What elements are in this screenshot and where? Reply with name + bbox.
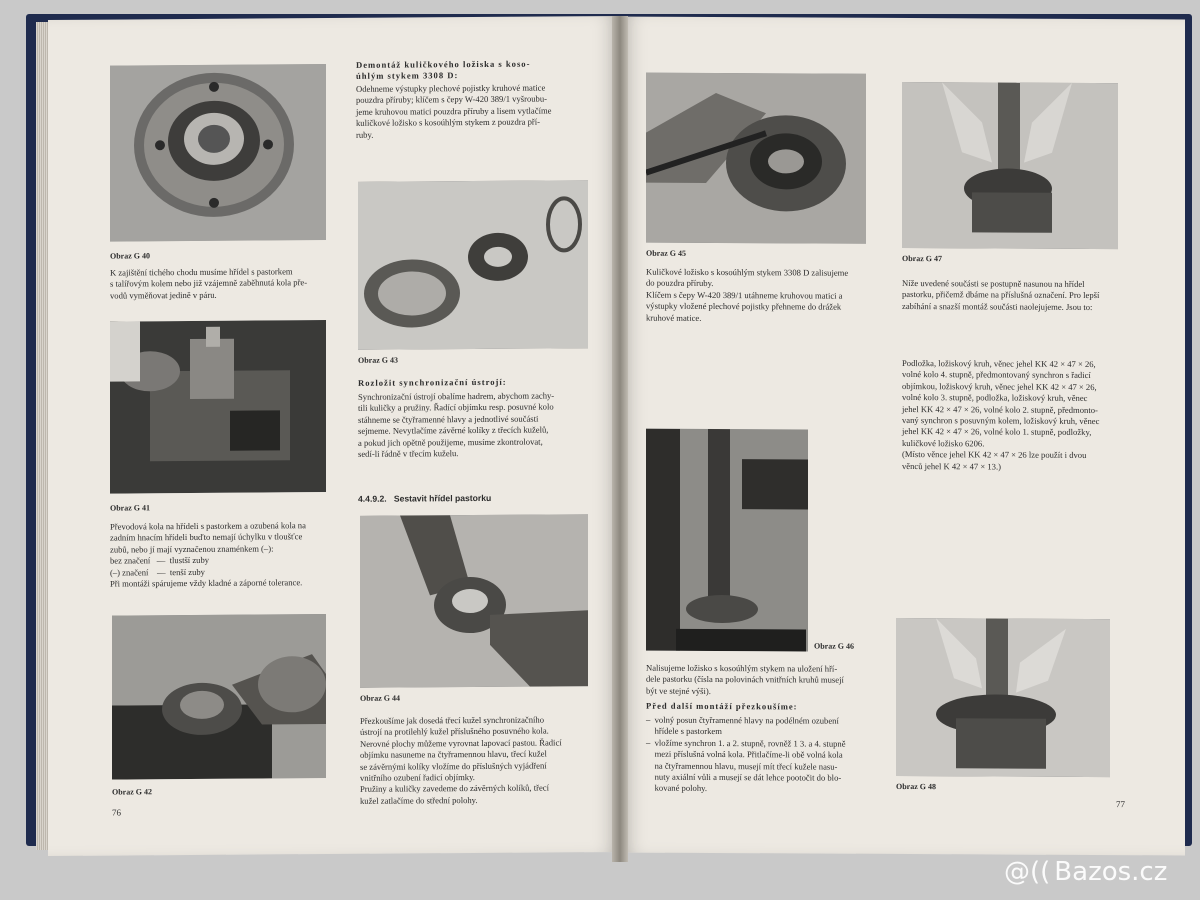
figure-g41 bbox=[110, 320, 326, 494]
page-edges bbox=[36, 22, 48, 850]
text-assembly-intro: Níže uvedené součásti se postupně nasunou na hřídel pastorku, přičemž dbáme na příslušná označení. Pro lepší zabíhání a snazší montáž součásti naolejujeme. Jsou to: bbox=[902, 277, 1100, 312]
text-pre-check-list: – volný posun čtyřramenné hlavy na podélném ozubení hřídele s pastorkem – vložíme synchron 1. a 2. stupně, rovněž 1 3. a 4. stupně mezi příslušná volná kola. Přitlačíme-li obě volná kola na čtyřramennou hlavu, musejí mít třecí kužele nasu- nuty axiální vůli a musejí se dát lehce pootočit do blo- kované polohy. bbox=[646, 714, 846, 794]
figure-g48 bbox=[896, 618, 1110, 777]
caption-g48: Obraz G 48 bbox=[896, 781, 936, 792]
text-bearing-fit: Nalisujeme ložisko s kosoúhlým stykem na uložení hří- dele pastorku (čísla na polovinách vnitřních kruhů musejí být ve stejné výši). bbox=[646, 662, 844, 696]
text-friction-cone: Přezkoušíme jak dosedá třecí kužel synchronizačního ústrojí na protilehlý kužel příslušného posuvného kola. Nerovné plochy můžeme vyrovnat lapovací pastou. Řadicí objímku nasuneme na čtyřramennou hlavu, třecí kužel se závěrnými kolíky vložíme do příslušných vyjádření vnitřního ozubení řadicí objímky. Pružiny a kuličky zavedeme do závěrných kolíků, třecí kužel zatlačíme do střední polohy. bbox=[360, 714, 562, 806]
caption-g44: Obraz G 44 bbox=[360, 693, 400, 703]
figure-g43 bbox=[358, 180, 588, 350]
figure-g40 bbox=[110, 64, 326, 242]
heading-pre-check: Před další montáží přezkoušíme: bbox=[646, 700, 798, 712]
caption-g40: Obraz G 40 bbox=[110, 251, 150, 261]
heading-synchro-disassembly: Rozložit synchronizační ústrojí: bbox=[358, 376, 507, 388]
figure-g42 bbox=[112, 614, 326, 779]
text-bearing-press: Kuličkové ložisko s kosoúhlým stykem 3308 D zalisujeme do pouzdra příruby. Klíčem s čepy W-420 389/1 utáhneme kruhovou matici a výstupky vložené plechové pojistky přehneme do drážek kruhové matice. bbox=[646, 266, 849, 323]
text-bearing-removal: Odehneme výstupky plechové pojistky kruhové matice pouzdra příruby; klíčem s čepy W-420 389/1 vyšroubu- jeme kruhovou matici pouzdra příruby a lisem vytlačíme kuličkové ložisko s kosoúhlým stykem z pouzdra pří- ruby. bbox=[356, 82, 552, 140]
page-number-right: 77 bbox=[1116, 799, 1125, 810]
text-gear-pairing: K zajištění tichého chodu musíme hřídel s pastorkem s talířovým kolem nebo již vzájemně zaběhnutá kola pře- vodů vyměňovat jedině v páru. bbox=[110, 266, 308, 301]
left-page bbox=[48, 16, 620, 856]
caption-g42: Obraz G 42 bbox=[112, 787, 152, 797]
heading-bearing-removal: Demontáž kuličkového ložiska s koso- úhlým stykem 3308 D: bbox=[356, 58, 531, 82]
watermark-text: Bazos.cz bbox=[1054, 857, 1168, 887]
caption-g47: Obraz G 47 bbox=[902, 253, 942, 264]
right-page bbox=[620, 17, 1185, 856]
text-parts-list: Podložka, ložiskový kruh, věnec jehel KK 42 × 47 × 26, volné kolo 4. stupně, předmontovaný synchron s řadicí objímkou, ložiskový kruh, věnec jehel KK 42 × 47 × 26, volné kolo 3. stupně, podložka, ložiskový kruh, věnec jehel KK 42 × 47 × 26, volné kolo 2. stupně, předmonto- vaný synchron s posuvným kolem, ložiskový kruh, věnec jehel KK 42 × 47 × 26, volné kolo 1. stupně, podložky, kuličkové ložisko 6206. (Místo věnce jehel KK 42 × 47 × 26 lze použít i dvou věnců jehel K 42 × 47 × 13.) bbox=[902, 357, 1100, 472]
book-gutter bbox=[612, 16, 628, 862]
caption-g41: Obraz G 41 bbox=[110, 503, 150, 513]
text-tooth-tolerance: Převodová kola na hřídeli s pastorkem a ozubená kola na zadním hnacím hřídeli buďto nemají úchylku v tloušťce zubů, nebo jí mají vyznačenou znaménkem (–): bez značení — tlustší zuby (–) značení — tenší zuby Při montáži spárujeme vždy kladné a záporné tolerance. bbox=[110, 520, 306, 589]
figure-g44 bbox=[360, 514, 588, 688]
caption-g43: Obraz G 43 bbox=[358, 355, 398, 365]
watermark bbox=[1004, 852, 1194, 892]
caption-g46: Obraz G 46 bbox=[814, 641, 854, 651]
bazos-logo-icon: @(( bbox=[1004, 857, 1051, 887]
page-number-left: 76 bbox=[112, 807, 121, 818]
figure-g45 bbox=[646, 73, 866, 244]
section-4492: 4.4.9.2. Sestavit hřídel pastorku bbox=[358, 492, 492, 504]
figure-g47 bbox=[902, 82, 1118, 249]
figure-g46 bbox=[646, 429, 808, 652]
text-synchro-disassembly: Synchronizační ústrojí obalíme hadrem, abychom zachy- tili kuličky a pružiny. Řadící objímku resp. posuvné kolo stáhneme se čtyřramenné hlavy a jednotlivé součásti sejmeme. Nevytlačíme závěrné kolíky z třecích kuželů, a pokud jich opětně použijeme, musíme zkontrolovat, sedí-li řádně v třecím kuželu. bbox=[358, 390, 555, 459]
caption-g45: Obraz G 45 bbox=[646, 248, 686, 258]
